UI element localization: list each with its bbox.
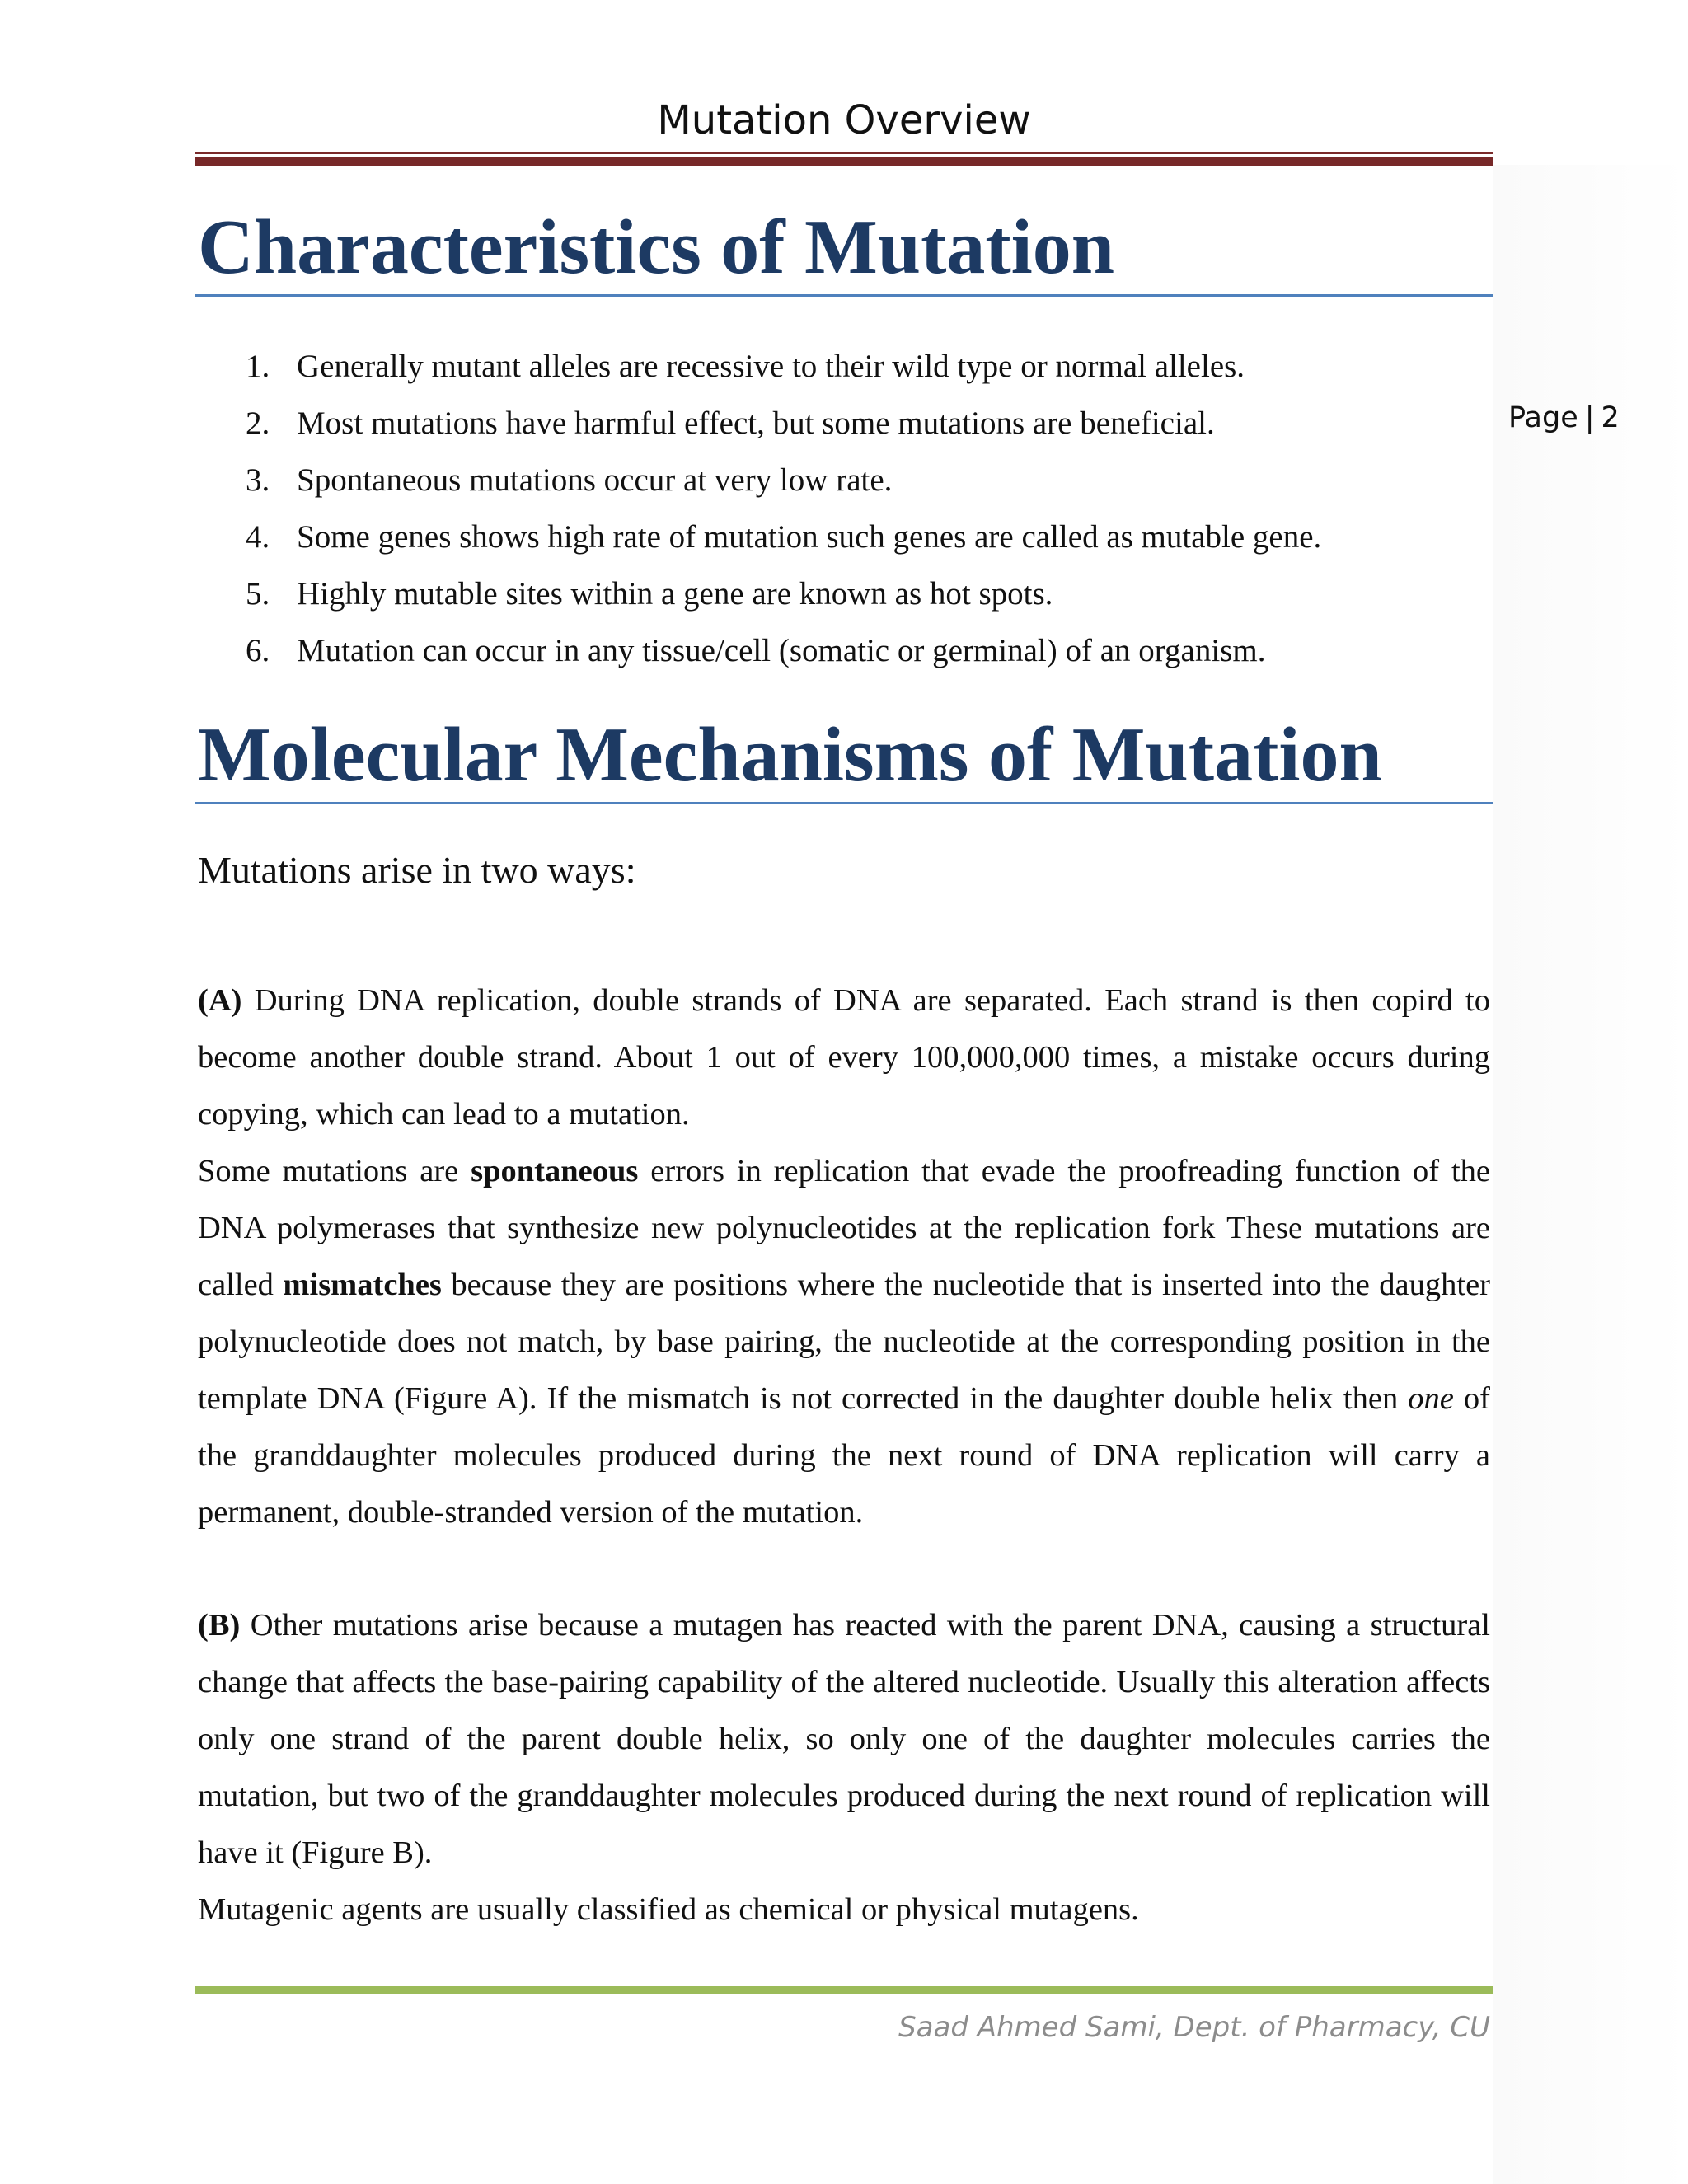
paragraph-text: Some mutations are <box>198 1154 471 1188</box>
intro-text: Mutations arise in two ways: <box>198 849 636 891</box>
list-item <box>198 395 1321 452</box>
paragraph-text: errors in replication that evade the proofreading function of the DNA polymerases that synthesize new polynucleotides at the replication fork These mutations are called <box>198 1154 1491 1302</box>
heading-rule-characteristics <box>195 294 1493 297</box>
heading-molecular-mechanisms: Molecular Mechanisms of Mutation <box>198 712 1382 798</box>
paragraph-b <box>198 1597 1490 1882</box>
list-item-number: 6. <box>246 633 270 668</box>
page-number <box>1508 396 1688 434</box>
term-mismatches: mismatches <box>283 1268 442 1302</box>
paragraph-closing: Mutagenic agents are usually classified as chemical or physical mutagens. <box>198 1892 1139 1927</box>
list-item-text: Most mutations have harmful effect, but some mutations are beneficial. <box>297 405 1215 441</box>
list-item-number: 4. <box>246 519 270 555</box>
heading-characteristics: Characteristics of Mutation <box>198 204 1115 290</box>
list-item-text: Highly mutable sites within a gene are known as hot spots. <box>297 576 1053 612</box>
paragraph-b-label: (B) <box>198 1608 241 1643</box>
margin-shade <box>1493 165 1688 2184</box>
paragraph-text: because they are positions where the nucleotide that is inserted into the daughter polynucleotide does not match, by base pairing, the nucleotide at the corresponding position in the template DNA (Figure A). If the mismatch is not corrected in the daughter double helix then <box>198 1268 1490 1416</box>
list-item-number: 5. <box>246 576 270 612</box>
paragraph-a <box>198 972 1490 1143</box>
header-rule-thick <box>195 157 1493 166</box>
list-item-text: Mutation can occur in any tissue/cell (somatic or germinal) of an organism. <box>297 633 1266 668</box>
paragraph-a-detail <box>198 1143 1490 1541</box>
page-number-value: 2 <box>1601 401 1620 434</box>
list-item <box>198 509 1321 565</box>
list-item-number: 3. <box>246 462 270 498</box>
footer-author: Saad Ahmed Sami, Dept. of Pharmacy, CU <box>898 2011 1490 2044</box>
list-item <box>198 622 1321 679</box>
paragraph-a-text: During DNA replication, double strands of DNA are separated. Each strand is then copird to become another double strand. About 1 out of every 100,000,000 times, a mistake occurs during copying, which can lead to a mutation. <box>198 983 1490 1132</box>
list-item-text: Generally mutant alleles are recessive to their wild type or normal alleles. <box>297 349 1245 384</box>
list-item-text: Some genes shows high rate of mutation such genes are called as mutable gene. <box>297 519 1322 555</box>
header-rule-thin <box>195 152 1493 154</box>
list-item <box>198 338 1321 395</box>
list-item-text: Spontaneous mutations occur at very low rate. <box>297 462 893 498</box>
running-header-title: Mutation Overview <box>657 97 1031 143</box>
paragraph-a-label: (A) <box>198 983 242 1018</box>
page-number-separator: | <box>1584 401 1595 434</box>
paragraph-text: of the granddaughter molecules produced during the next round of DNA replication will carry a permanent, double-stranded version of the mutation. <box>198 1381 1490 1530</box>
list-item <box>198 452 1321 509</box>
heading-rule-molecular-mechanisms <box>195 802 1493 804</box>
list-item <box>198 565 1321 622</box>
term-spontaneous: spontaneous <box>471 1154 639 1188</box>
page-number-label: Page <box>1508 401 1578 434</box>
list-item-number: 2. <box>246 405 270 441</box>
emphasis-one: one <box>1408 1381 1454 1416</box>
list-item-number: 1. <box>246 349 270 384</box>
paragraph-b-text: Other mutations arise because a mutagen has reacted with the parent DNA, causing a structural change that affects the base-pairing capability of the altered nucleotide. Usually this alteration affects only one strand of the parent double helix, so only one of the daughter molecules carries the mutation, but two of the granddaughter molecules produced during the next round of replication will have it (Figure B). <box>198 1608 1490 1870</box>
footer-rule <box>195 1986 1493 1994</box>
characteristics-list <box>198 338 1321 679</box>
